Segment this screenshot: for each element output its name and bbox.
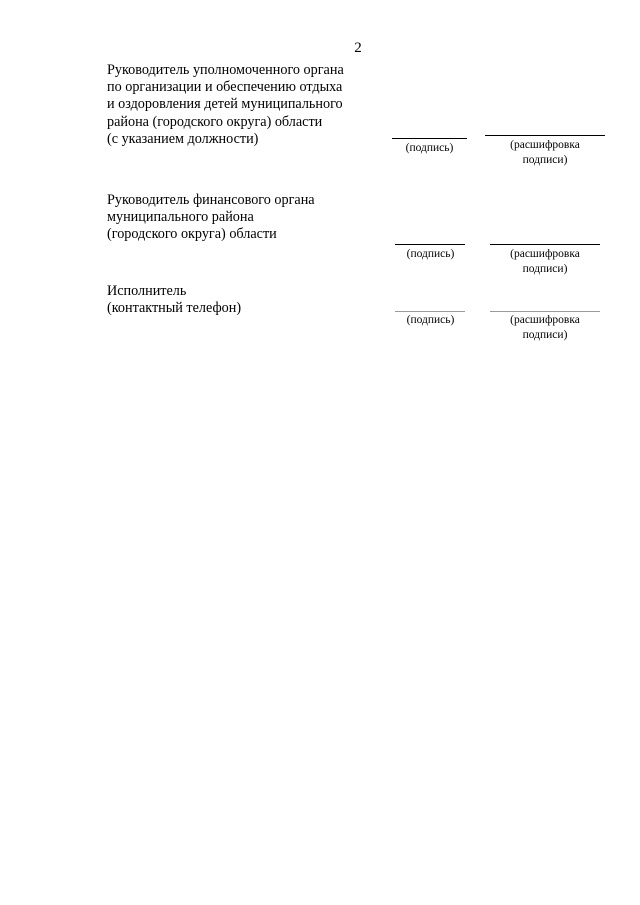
decoding-caption-line: (расшифровка bbox=[510, 314, 580, 326]
signature-caption: (подпись) bbox=[405, 142, 454, 154]
signature-line bbox=[392, 138, 467, 139]
signature-line bbox=[395, 311, 465, 312]
title-line: (с указанием должности) bbox=[107, 130, 259, 147]
decoding-caption bbox=[485, 138, 605, 167]
decoding-caption-line: подписи) bbox=[522, 328, 568, 341]
decoding-line bbox=[485, 135, 605, 136]
signature-line bbox=[395, 244, 465, 245]
title-line: Руководитель финансового органа bbox=[107, 192, 315, 208]
title-line: по организации и обеспечению отдыха bbox=[107, 79, 343, 96]
block-title bbox=[107, 62, 377, 148]
decoding-caption-line: подписи) bbox=[522, 262, 568, 275]
decoding-caption-line: подписи) bbox=[522, 153, 568, 166]
title-line: муниципального района bbox=[107, 209, 254, 226]
title-line: района (городского округа) области bbox=[107, 113, 323, 130]
decoding-caption-line: (расшифровка bbox=[510, 139, 580, 151]
decoding-line bbox=[490, 311, 600, 312]
page-number: 2 bbox=[354, 40, 362, 56]
decoding-caption bbox=[485, 313, 605, 342]
title-line: Исполнитель bbox=[107, 283, 187, 299]
block-title bbox=[107, 283, 377, 317]
signature-caption: (подпись) bbox=[406, 314, 455, 326]
block-title bbox=[107, 192, 377, 244]
decoding-caption-line: (расшифровка bbox=[510, 248, 580, 260]
title-line: Руководитель уполномоченного органа bbox=[107, 62, 344, 78]
title-line: и оздоровления детей муниципального bbox=[107, 96, 343, 113]
decoding-caption bbox=[485, 247, 605, 276]
title-line: (контактный телефон) bbox=[107, 300, 242, 317]
decoding-line bbox=[490, 244, 600, 245]
signature-caption: (подпись) bbox=[406, 248, 455, 260]
title-line: (городского округа) области bbox=[107, 226, 277, 243]
